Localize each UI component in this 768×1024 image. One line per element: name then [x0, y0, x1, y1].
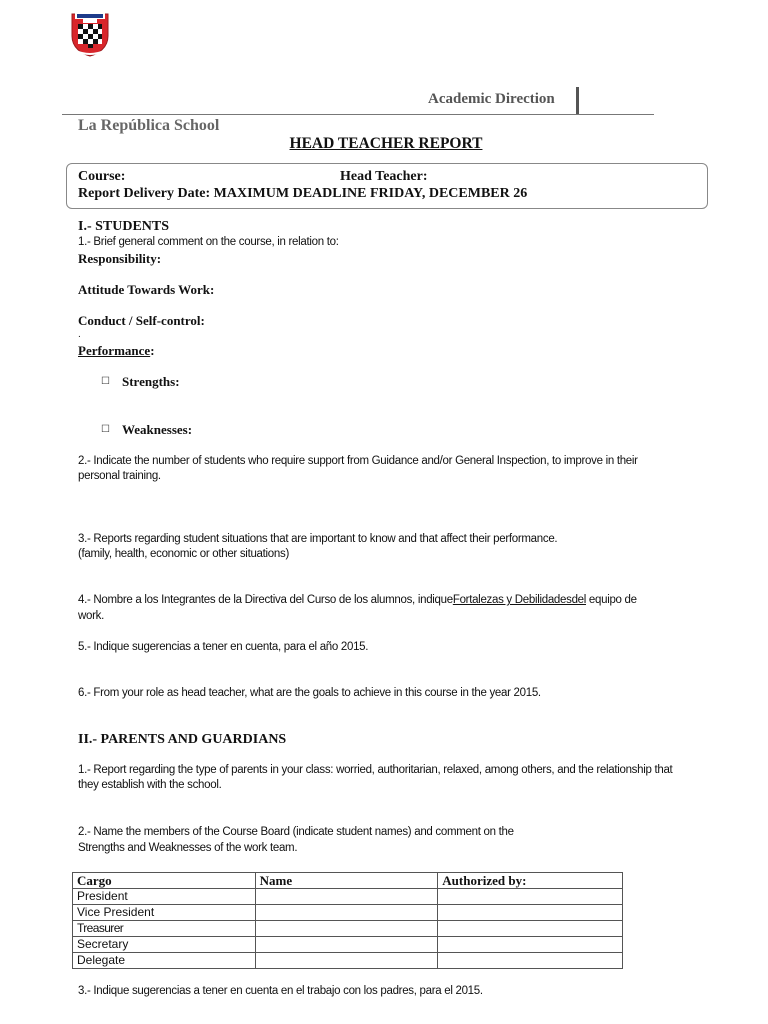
course-board-table [72, 872, 623, 969]
students-section-heading: I.- STUDENTS [78, 219, 170, 234]
parents-question-3: 3.- Indique sugerencias a tener en cuenta en el trabajo con los padres, para el 2015. [78, 985, 483, 997]
parents-question-2-line-1: 2.- Name the members of the Course Board (indicate student names) and comment on the [78, 826, 514, 838]
table-row [73, 889, 623, 905]
delivery-date-label: Report Delivery Date: MAXIMUM DEADLINE FRIDAY, DECEMBER 26 [78, 186, 528, 201]
students-question-3-line-2: (family, health, economic or other situations) [78, 548, 289, 560]
table-row [73, 953, 623, 969]
row-role-delegate: Delegate [73, 953, 256, 969]
students-question-4-line-1 [78, 594, 637, 606]
head-teacher-label: Head Teacher: [340, 169, 428, 184]
row-role-secretary: Secretary [73, 937, 256, 953]
name-cell[interactable] [255, 937, 438, 953]
dot-mark: . [78, 329, 81, 340]
q4-underlined-text: Fortalezas y Debilidadesdel [452, 594, 587, 606]
name-cell[interactable] [255, 953, 438, 969]
authorized-by-cell[interactable] [438, 889, 623, 905]
performance-colon: : [150, 343, 155, 358]
students-question-6: 6.- From your role as head teacher, what are the goals to achieve in this course in the year 2015. [78, 687, 541, 699]
parents-question-1-line-1: 1.- Report regarding the type of parents in your class: worried, authoritarian, relaxed, among others, and the relationship that [78, 764, 673, 776]
authorized-by-cell[interactable] [438, 921, 623, 937]
row-role-president: President [73, 889, 256, 905]
academic-direction-label: Academic Direction [428, 91, 555, 107]
parents-section-heading: II.- PARENTS AND GUARDIANS [78, 732, 287, 747]
students-question-1: 1.- Brief general comment on the course, in relation to: [78, 236, 339, 248]
name-cell[interactable] [255, 889, 438, 905]
parents-question-2-line-2: Strengths and Weaknesses of the work team. [78, 842, 298, 854]
checkbox-bullet-icon: ☐ [101, 424, 110, 435]
authorized-by-cell[interactable] [438, 937, 623, 953]
name-cell[interactable] [255, 905, 438, 921]
strengths-label: Strengths: [122, 374, 180, 389]
performance-word: Performance [78, 343, 151, 358]
students-question-5: 5.- Indique sugerencias a tener en cuenta, para el año 2015. [78, 641, 369, 653]
header-divider-bar [576, 87, 579, 115]
authorized-by-cell[interactable] [438, 905, 623, 921]
table-header-row [73, 873, 623, 889]
parents-question-1-line-2: they establish with the school. [78, 779, 222, 791]
attitude-label: Attitude Towards Work: [78, 282, 215, 297]
students-question-2-line-1: 2.- Indicate the number of students who require support from Guidance and/or General Inspection, to improve in their [78, 455, 638, 467]
q4-text-part-1: 4.- Nombre a los Integrantes de la Directiva del Curso de los alumnos, indique [78, 594, 453, 606]
table-row [73, 921, 623, 937]
header-rule [62, 114, 654, 115]
weaknesses-label: Weaknesses: [122, 422, 193, 437]
students-question-2-line-2: personal training. [78, 470, 161, 482]
column-header-authorized-by: Authorized by: [438, 873, 623, 889]
performance-label [78, 343, 155, 359]
row-role-vice-president: Vice President [73, 905, 256, 921]
table-row [73, 937, 623, 953]
table-row [73, 905, 623, 921]
row-role-treasurer: Treasurer [73, 921, 256, 937]
school-name: La República School [78, 117, 220, 134]
q4-text-part-2: equipo de [586, 594, 637, 606]
column-header-cargo: Cargo [73, 873, 256, 889]
conduct-label: Conduct / Self-control: [78, 313, 205, 328]
report-title: HEAD TEACHER REPORT [289, 135, 483, 152]
course-label: Course: [78, 169, 126, 184]
students-question-4-line-2: work. [78, 610, 104, 622]
students-question-3-line-1: 3.- Reports regarding student situations that are important to know and that affect their performance. [78, 533, 558, 545]
school-crest-logo [68, 10, 112, 58]
authorized-by-cell[interactable] [438, 953, 623, 969]
responsibility-label: Responsibility: [78, 251, 162, 266]
name-cell[interactable] [255, 921, 438, 937]
checkbox-bullet-icon: ☐ [101, 376, 110, 387]
column-header-name: Name [255, 873, 438, 889]
